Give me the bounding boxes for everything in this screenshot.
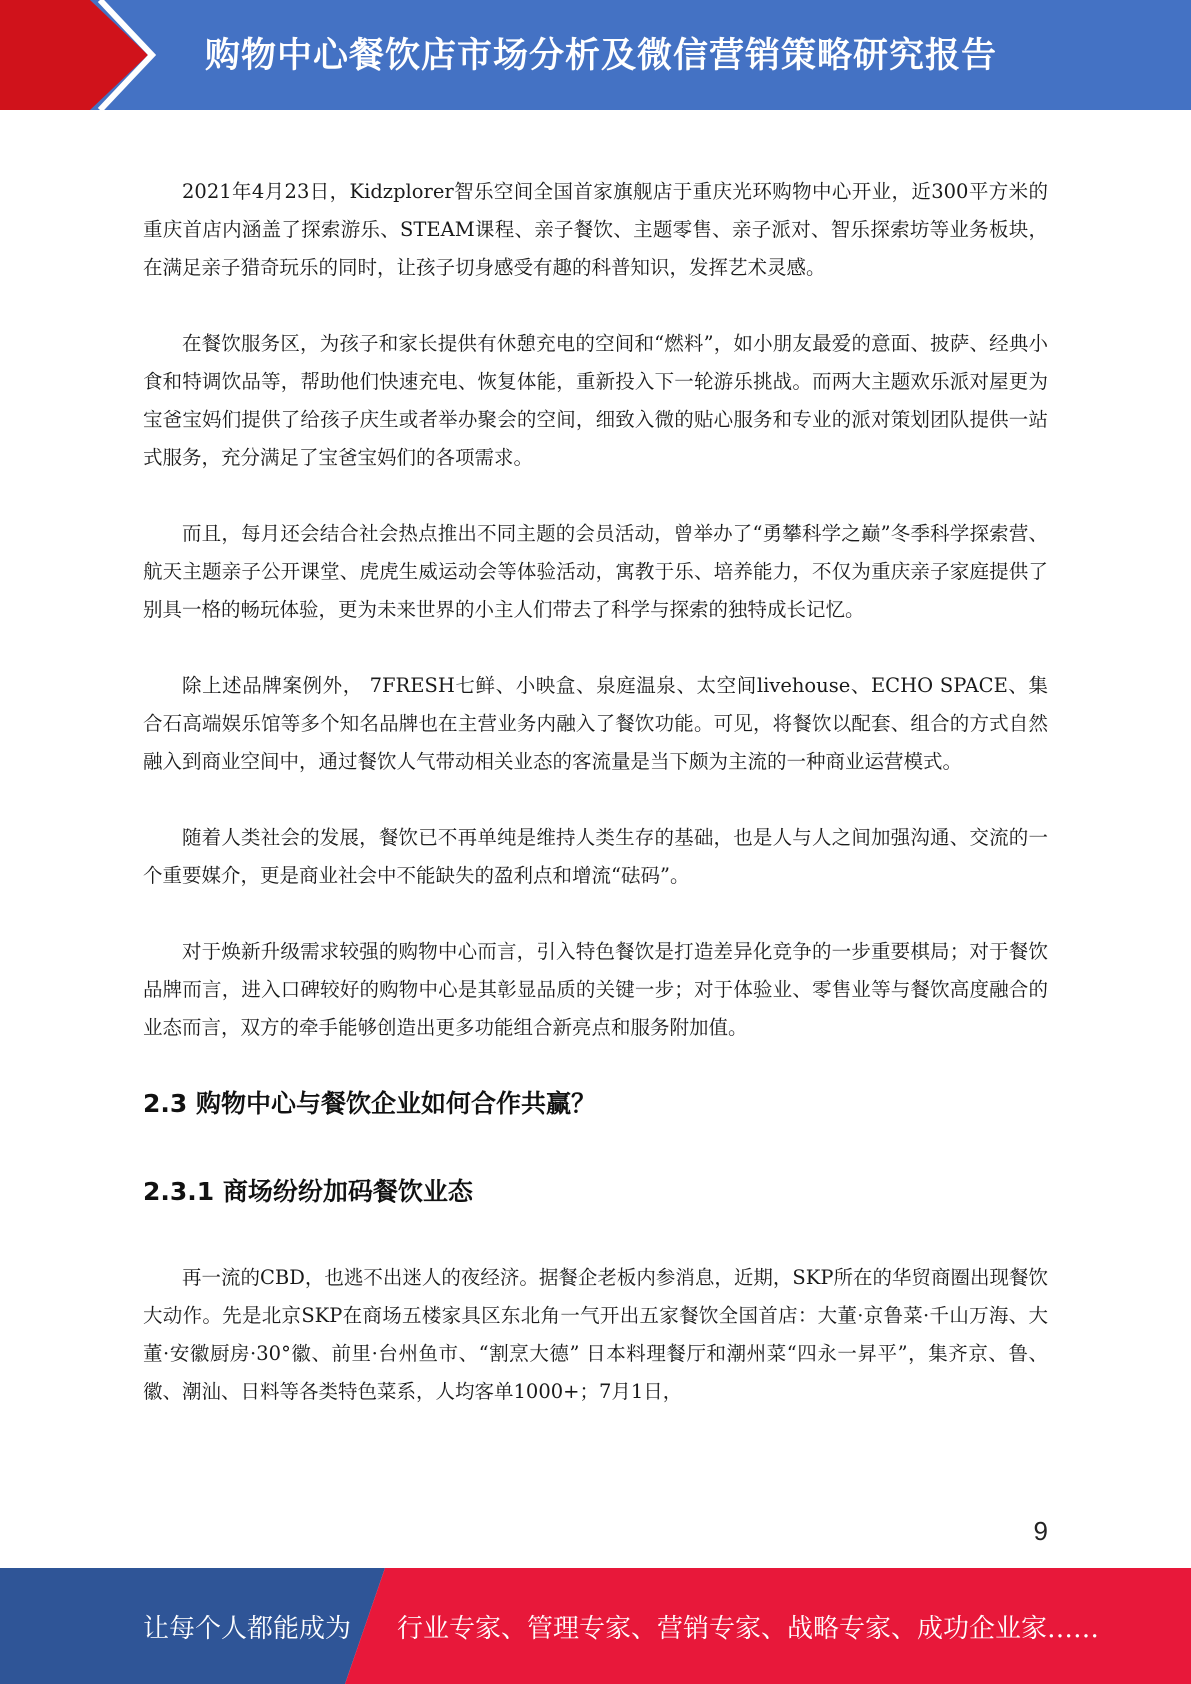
footer-slogan-left: 让每个人都能成为 (143, 1614, 352, 1644)
paragraph-member-events: 而且，每月还会结合社会热点推出不同主题的会员活动，曾举办了“勇攀科学之巅”冬季科学探索营、航天主题亲子公开课堂、虎虎生威运动会等体验活动，寓教于乐、培养能力，不仅为重庆亲子家庭提供了别具一格的畅玩体验，更为未来世界的小主人们带去了科学与探索的独特成长记忆。 (143, 522, 1048, 621)
paragraph-kidzplorer: 2021年4月23日，Kidzplorer智乐空间全国首家旗舰店于重庆光环购物中心开业，近300平方米的重庆首店内涵盖了探索游乐、STEAM课程、亲子餐饮、主题零售、亲子派对、智乐探索坊等业务板块，在满足亲子猎奇玩乐的同时，让孩子切身感受有趣的科普知识，发挥艺术灵感。 (143, 180, 1048, 279)
paragraph-social-development: 随着人类社会的发展，餐饮已不再单纯是维持人类生存的基础，也是人与人之间加强沟通、交流的一个重要媒介，更是商业社会中不能缺失的盈利点和增流“砝码”。 (143, 826, 1048, 887)
footer-slogan-right: 行业专家、管理专家、营销专家、战略专家、成功企业家…… (397, 1614, 1100, 1644)
section-heading: 2.3 购物中心与餐饮企业如何合作共赢？ (143, 1089, 596, 1118)
header-title: 购物中心餐饮店市场分析及微信营销策略研究报告 (205, 36, 998, 76)
page-footer (0, 1568, 1191, 1684)
paragraph-dining-area: 在餐饮服务区，为孩子和家长提供有休憩充电的空间和“燃料”，如小朋友最爱的意面、披萨、经典小食和特调饮品等，帮助他们快速充电、恢复体能，重新投入下一轮游乐挑战。而两大主题欢乐派对屋更为宝爸宝妈们提供了给孩子庆生或者举办聚会的空间，细致入微的贴心服务和专业的派对策划团队提供一站式服务，充分满足了宝爸宝妈们的各项需求。 (143, 332, 1048, 469)
subsection-heading: 2.3.1 商场纷纷加码餐饮业态 (143, 1177, 473, 1206)
page-header (0, 0, 1191, 110)
paragraph-mall-strategy: 对于焕新升级需求较强的购物中心而言，引入特色餐饮是打造差异化竞争的一步重要棋局；对于餐饮品牌而言，进入口碑较好的购物中心是其彰显品质的关键一步；对于体验业、零售业等与餐饮高度融合的业态而言，双方的牵手能够创造出更多功能组合新亮点和服务附加值。 (143, 940, 1048, 1039)
paragraph-skp: 再一流的CBD，也逃不出迷人的夜经济。据餐企老板内参消息，近期，SKP所在的华贸商圈出现餐饮大动作。先是北京SKP在商场五楼家具区东北角一气开出五家餐饮全国首店：大董·京鲁菜·千山万海、大董·安徽厨房·30°徽、前里·台州鱼市、“割烹大德” 日本料理餐厅和潮州菜“四永一昇平”，集齐京、鲁、徽、潮汕、日料等各类特色菜系，人均客单1000+；7月1日， (143, 1266, 1048, 1403)
page-number: 9 (1033, 1516, 1048, 1546)
paragraph-brand-cases: 除上述品牌案例外， 7FRESH七鲜、小映盒、泉庭温泉、太空间livehouse、ECHO SPACE、集合石高端娱乐馆等多个知名品牌也在主营业务内融入了餐饮功能。可见，将餐饮以配套、组合的方式自然融入到商业空间中，通过餐饮人气带动相关业态的客流量是当下颇为主流的一种商业运营模式。 (143, 674, 1048, 773)
main-content (143, 173, 1048, 1449)
